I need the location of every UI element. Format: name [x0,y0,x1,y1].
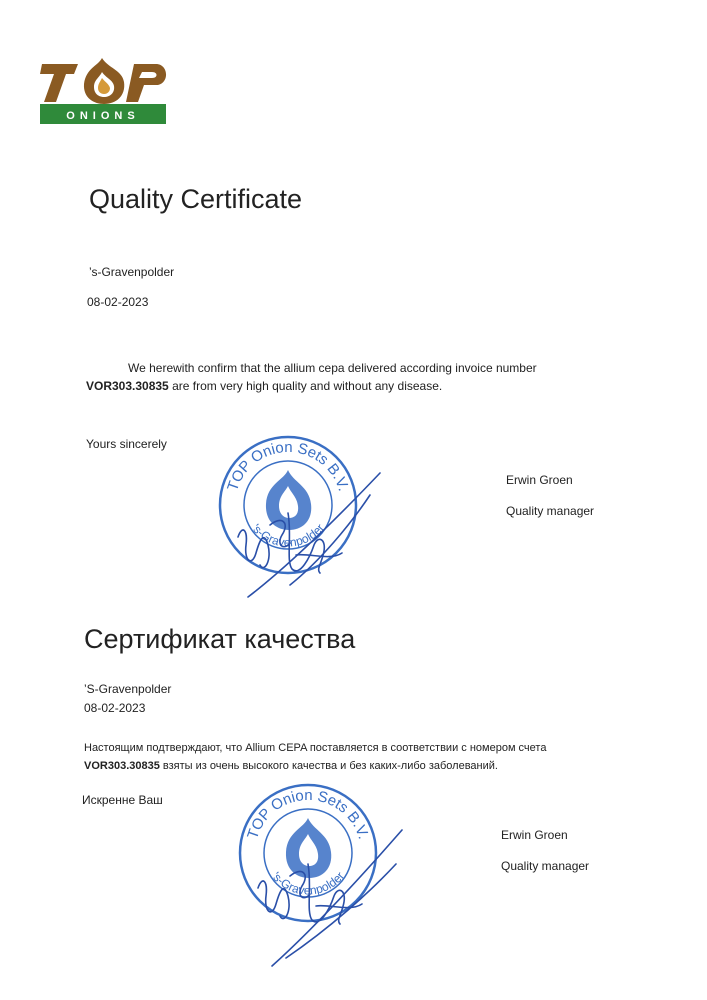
body-line2-rest-english: are from very high quality and without any disease. [168,379,443,393]
signer-title-russian: Quality manager [501,859,590,873]
top-onions-logo [38,52,168,126]
svg-text:TOP Onion Sets B.V.: TOP Onion Sets B.V. [224,438,352,494]
body-line1-russian: Настоящим подтверждают, что Allium CEPA поставляется в соответствии с номером счета [84,742,547,754]
invoice-number-english: VOR303.30835 [86,379,169,393]
body-line2-rest-russian: взяты из очень высокого качества и без каких-либо заболеваний. [159,760,498,772]
body-line2-russian [84,760,498,772]
signature-english [230,465,390,605]
svg-text:'s-Gravenpolder: 's-Gravenpolder [248,521,328,550]
signer-name-russian: Erwin Groen [501,828,568,842]
logo-name [0,0,1,1]
date-english: 08-02-2023 [87,295,149,309]
signer-title-english: Quality manager [506,504,595,518]
date-russian: 08-02-2023 [84,701,146,715]
title-russian: Сертификат качества [84,624,356,654]
signature-russian [250,828,410,968]
svg-text:TOP Onion Sets B.V.: TOP Onion Sets B.V. [244,786,372,842]
signer-name-english: Erwin Groen [506,473,573,487]
closing-russian: Искренне Ваш [82,793,163,807]
body-line1-english: We herewith confirm that the allium cepa delivered according invoice number [128,361,537,375]
invoice-number-russian: VOR303.30835 [84,760,160,772]
location-english: ’s-Gravenpolder [89,265,175,279]
body-line2-english [86,379,442,393]
title-english: Quality Certificate [89,184,303,214]
closing-english: Yours sincerely [86,437,167,451]
svg-text:'s-Gravenpolder: 's-Gravenpolder [268,869,348,898]
svg-text:ONIONS: ONIONS [66,110,140,122]
location-russian: ’S-Gravenpolder [84,682,172,696]
